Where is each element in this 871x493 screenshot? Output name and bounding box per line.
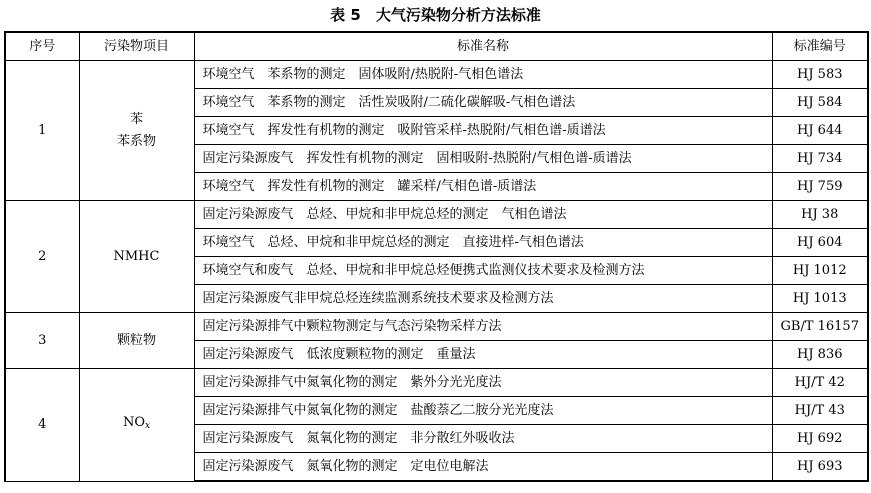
standard-name-cell: 环境空气 苯系物的测定 固体吸附/热脱附-气相色谱法 — [194, 61, 772, 89]
table-title: 表 5 大气污染物分析方法标准 — [330, 6, 541, 24]
header-name: 标准名称 — [194, 32, 772, 61]
pollutant-line: 苯系物 — [116, 133, 156, 149]
standard-name-cell: 环境空气 总烃、甲烷和非甲烷总烃的测定 直接进样-气相色谱法 — [194, 229, 772, 257]
seq-cell: 3 — [5, 313, 79, 369]
header-row — [5, 32, 868, 61]
standard-name-cell: 固定污染源废气 氮氧化物的测定 定电位电解法 — [194, 453, 772, 482]
standard-name-cell: 固定污染源废气 低浓度颗粒物的测定 重量法 — [194, 341, 772, 369]
standard-code-cell: HJ 1013 — [772, 285, 868, 313]
standard-code-cell: HJ 604 — [772, 229, 868, 257]
seq-cell: 1 — [5, 61, 79, 201]
standard-code-cell: HJ 836 — [772, 341, 868, 369]
standard-code-cell: HJ 1012 — [772, 257, 868, 285]
standard-code-cell: HJ/T 42 — [772, 369, 868, 397]
pollutant-subscript: x — [144, 421, 151, 432]
standard-name-cell: 环境空气 苯系物的测定 活性炭吸附/二硫化碳解吸-气相色谱法 — [194, 89, 772, 117]
standard-code-cell: HJ 734 — [772, 145, 868, 173]
standard-name-cell: 固定污染源废气 总烃、甲烷和非甲烷总烃的测定 气相色谱法 — [194, 201, 772, 229]
table-row — [5, 369, 868, 397]
standard-name-cell: 环境空气和废气 总烃、甲烷和非甲烷总烃便携式监测仪技术要求及检测方法 — [194, 257, 772, 285]
header-seq: 序号 — [5, 32, 79, 61]
standards-table — [4, 31, 869, 482]
standard-code-cell: GB/T 16157 — [772, 313, 868, 341]
pollutant-cell: NMHC — [79, 201, 194, 313]
standard-name-cell: 固定污染源废气 挥发性有机物的测定 固相吸附-热脱附/气相色谱-质谱法 — [194, 145, 772, 173]
standard-name-cell: 固定污染源废气 氮氧化物的测定 非分散红外吸收法 — [194, 425, 772, 453]
standard-name-cell: 固定污染源排气中氮氧化物的测定 紫外分光光度法 — [194, 369, 772, 397]
pollutant-cell — [79, 61, 194, 201]
pollutant-cell — [79, 369, 194, 482]
table-row — [5, 61, 868, 89]
standard-name-cell: 固定污染源排气中颗粒物测定与气态污染物采样方法 — [194, 313, 772, 341]
pollutant-line: 苯 — [129, 111, 143, 127]
standard-code-cell: HJ 584 — [772, 89, 868, 117]
standard-code-cell: HJ 693 — [772, 453, 868, 482]
standard-code-cell: HJ 759 — [772, 173, 868, 201]
standard-name-cell: 环境空气 挥发性有机物的测定 吸附管采样-热脱附/气相色谱-质谱法 — [194, 117, 772, 145]
standard-code-cell: HJ 38 — [772, 201, 868, 229]
pollutant-main: NO — [122, 415, 145, 431]
standard-name-cell: 环境空气 挥发性有机物的测定 罐采样/气相色谱-质谱法 — [194, 173, 772, 201]
standard-name-cell: 固定污染源排气中氮氧化物的测定 盐酸萘乙二胺分光光度法 — [194, 397, 772, 425]
header-item: 污染物项目 — [79, 32, 194, 61]
standard-name-cell: 固定污染源废气非甲烷总烃连续监测系统技术要求及检测方法 — [194, 285, 772, 313]
standard-code-cell: HJ 644 — [772, 117, 868, 145]
standard-code-cell: HJ 692 — [772, 425, 868, 453]
header-code: 标准编号 — [772, 32, 868, 61]
seq-cell: 2 — [5, 201, 79, 313]
table-row — [5, 313, 868, 341]
table-row — [5, 201, 868, 229]
standard-code-cell: HJ/T 43 — [772, 397, 868, 425]
pollutant-cell: 颗粒物 — [79, 313, 194, 369]
seq-cell: 4 — [5, 369, 79, 482]
standard-code-cell: HJ 583 — [772, 61, 868, 89]
